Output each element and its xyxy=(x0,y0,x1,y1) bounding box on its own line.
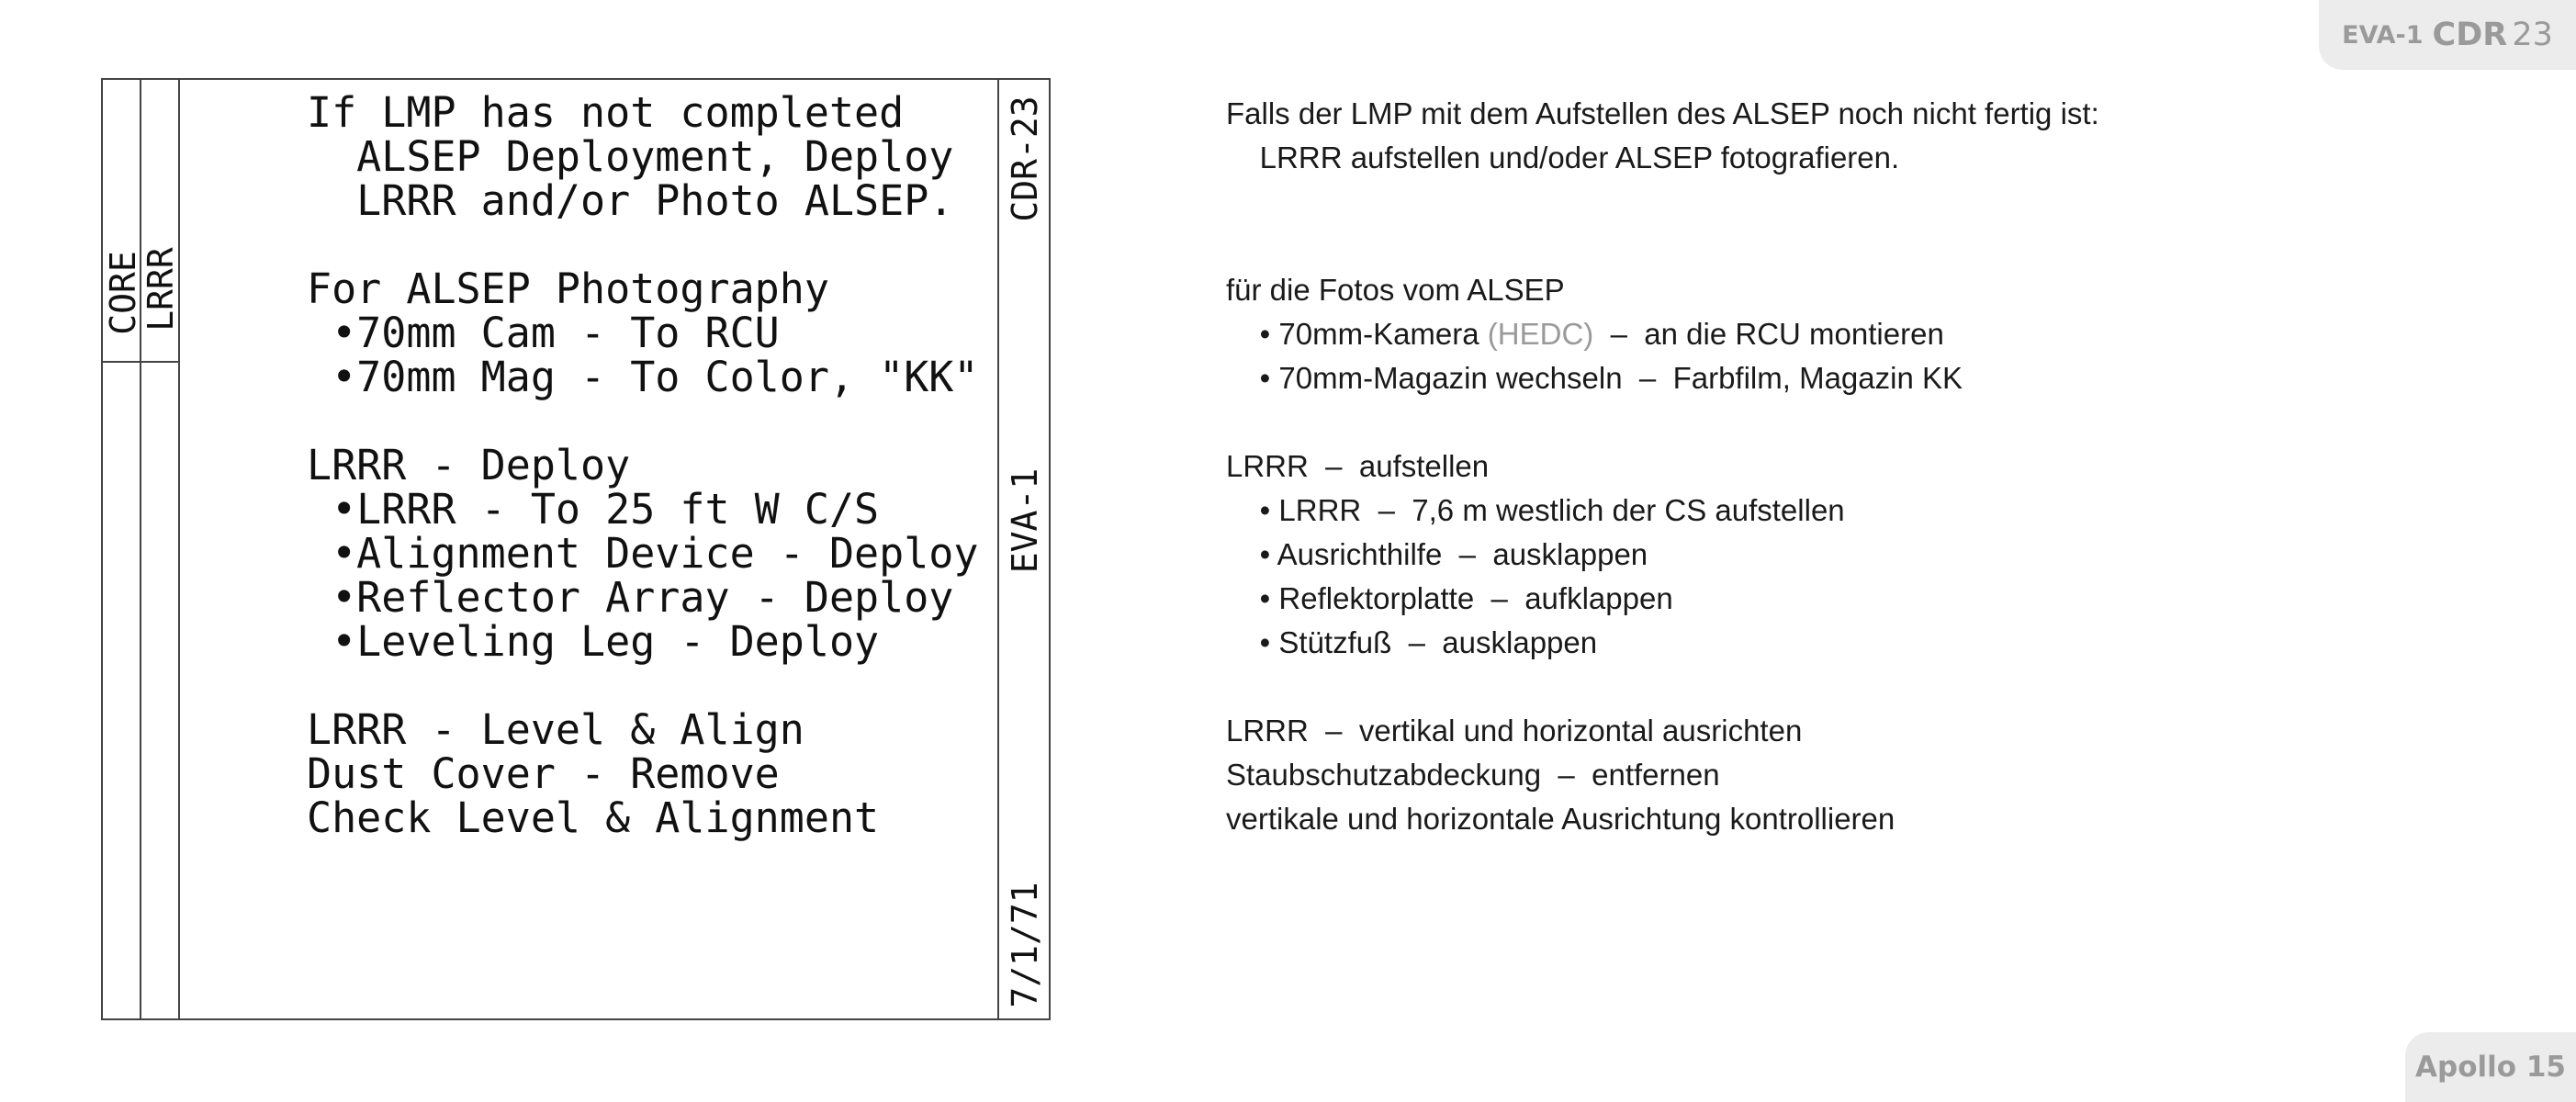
translation-line: LRRR – vertikal und horizontal ausrichten xyxy=(1226,714,1803,748)
mission-label: Apollo 15 xyxy=(2415,1051,2566,1084)
card-line xyxy=(307,399,975,444)
card-line: ALSEP Deployment, Deploy xyxy=(307,132,954,181)
card-line: LRRR - Deploy xyxy=(307,441,631,489)
translation-line: • LRRR – 7,6 m westlich der CS aufstellen xyxy=(1226,493,1845,527)
translation-line: • Reflektorplatte – aufklappen xyxy=(1226,581,1673,615)
card-line: •Alignment Device - Deploy xyxy=(307,529,979,578)
card-line: •70mm Mag - To Color, "KK" xyxy=(307,353,979,401)
cdr-card-label: CDR-23 xyxy=(1005,96,1045,222)
camera-item: • 70mm-Kamera xyxy=(1226,317,1479,351)
translation-line xyxy=(1226,224,2099,268)
translation-line: LRRR aufstellen und/oder ALSEP fotografieren. xyxy=(1226,141,1900,174)
card-divider-2 xyxy=(178,80,180,1018)
translation-line xyxy=(1226,312,2099,356)
card-line: For ALSEP Photography xyxy=(307,264,829,313)
page-number: 23 xyxy=(2512,17,2553,53)
german-translation xyxy=(1226,92,2099,841)
card-line: •LRRR - To 25 ft W C/S xyxy=(307,485,880,534)
card-line: •Leveling Leg - Deploy xyxy=(307,617,880,666)
translation-line: Staubschutzabdeckung – entfernen xyxy=(1226,758,1720,792)
card-text xyxy=(307,88,979,842)
translation-line xyxy=(1226,180,2099,224)
core-label: CORE xyxy=(103,251,143,335)
card-line: LRRR - Level & Align xyxy=(307,705,804,754)
card-row-divider xyxy=(103,361,180,363)
checklist-card xyxy=(101,78,1051,1020)
card-line xyxy=(307,223,975,267)
cdr-page-label xyxy=(2433,17,2553,53)
date-card-label: 7/1/71 xyxy=(1005,882,1045,1008)
translation-line: vertikale und horizontale Ausrichtung kontrollieren xyxy=(1226,802,1895,836)
card-divider-3 xyxy=(997,80,999,1018)
translation-line: LRRR – aufstellen xyxy=(1226,449,1490,483)
translation-line: • Stützfuß – ausklappen xyxy=(1226,625,1598,659)
lrrr-label: LRRR xyxy=(141,247,181,332)
card-line: Dust Cover - Remove xyxy=(307,749,780,798)
eva-label: EVA-1 xyxy=(2342,20,2424,50)
card-line: •Reflector Array - Deploy xyxy=(307,573,954,622)
card-divider-1 xyxy=(140,80,141,1018)
translation-line: • 70mm-Magazin wechseln – Farbfilm, Magazin KK xyxy=(1226,361,1963,395)
card-line xyxy=(307,664,975,708)
page-tab xyxy=(2319,0,2576,70)
translation-line xyxy=(1226,400,2099,444)
camera-action: – an die RCU montieren xyxy=(1593,317,1944,351)
card-line: Check Level & Alignment xyxy=(307,793,880,842)
card-line: If LMP has not completed xyxy=(307,88,905,137)
translation-line xyxy=(1226,665,2099,709)
camera-note: (HEDC) xyxy=(1487,317,1594,351)
translation-line: Falls der LMP mit dem Aufstellen des ALSEP noch nicht fertig ist: xyxy=(1226,96,2099,130)
translation-line: • Ausrichthilfe – ausklappen xyxy=(1226,537,1648,571)
translation-line: für die Fotos vom ALSEP xyxy=(1226,273,1565,307)
eva-card-label: EVA-1 xyxy=(1005,467,1045,574)
cdr-label: CDR xyxy=(2432,17,2508,53)
mission-tab xyxy=(2405,1032,2576,1102)
card-line: •70mm Cam - To RCU xyxy=(307,309,780,357)
card-line: LRRR and/or Photo ALSEP. xyxy=(307,176,954,225)
